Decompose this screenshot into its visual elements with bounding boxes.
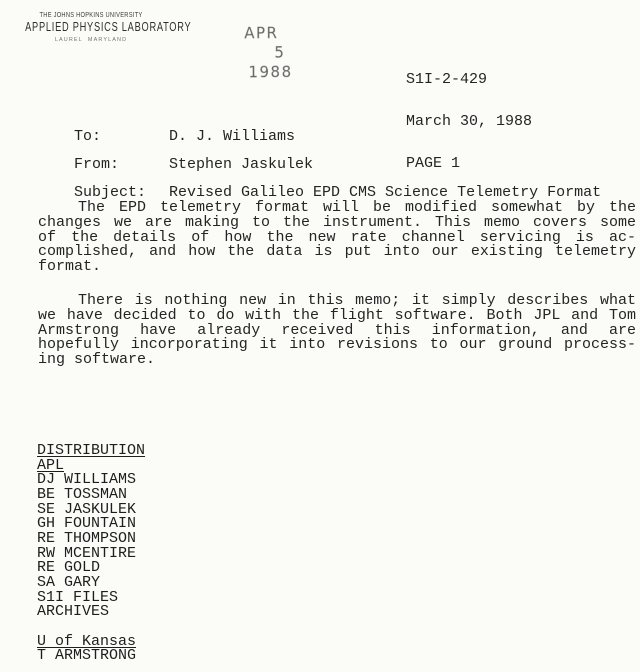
text-line: format. [38, 258, 102, 276]
letterhead-laboratory-line: APPLIED PHYSICS LABORATORY [25, 20, 192, 34]
distribution-item: S1I FILES [37, 588, 119, 606]
from-value: Stephen Jaskulek [169, 156, 314, 173]
text-line: changes we are making to the instrument. This memo covers some [38, 213, 636, 231]
body-paragraph-2 [38, 294, 636, 368]
distribution-item: ARCHIVES [37, 603, 110, 621]
distribution-item: RE GOLD [37, 559, 101, 577]
distribution-item: T ARMSTRONG [37, 647, 137, 665]
text-line: There is nothing new in this memo; it simply describes what [78, 292, 636, 309]
body-paragraph-1 [38, 201, 636, 275]
distribution-item: DJ WILLIAMS [37, 471, 137, 489]
received-date-stamp [219, 4, 293, 102]
text-line: ing software. [38, 351, 156, 369]
distribution-item: SE JASKULEK [37, 500, 137, 518]
to-value: D. J. Williams [169, 128, 296, 145]
document-date: March 30, 1988 [406, 113, 533, 130]
page-number: PAGE 1 [406, 155, 461, 172]
distribution-item: GH FOUNTAIN [37, 515, 137, 533]
distribution-item: RE THOMPSON [37, 529, 137, 547]
distribution-item: U of Kansas [37, 632, 137, 650]
subject-value: Revised Galileo EPD CMS Science Telemetry Format [169, 184, 602, 201]
text-line: Armstrong have already received this information, and are [38, 321, 636, 339]
text-line: complished, and how the data is put into our existing telemetry [38, 243, 636, 261]
distribution-list [37, 444, 145, 664]
letterhead-university-line: THE JOHNS HOPKINS UNIVERSITY [39, 12, 143, 19]
subject-label: Subject: [74, 184, 147, 201]
text-line: hopefully incorporating it into revisions to our ground process- [38, 336, 636, 354]
to-label: To: [74, 128, 102, 145]
distribution-item: APL [37, 456, 65, 474]
distribution-item: RW MCENTIRE [37, 544, 137, 562]
distribution-item: DISTRIBUTION [37, 442, 146, 459]
text-line: of the details of how the new rate channel servicing is ac- [38, 228, 636, 246]
distribution-item: BE TOSSMAN [37, 485, 128, 503]
date-stamp-year: 1988 [248, 61, 293, 82]
text-line: The EPD telemetry format will be modified somewhat by the [78, 199, 636, 216]
letterhead-location-line: LAUREL MARYLAND [54, 37, 128, 43]
from-label: From: [74, 156, 120, 173]
text-line: we have decided to do with the flight software. Both JPL and Tom [38, 306, 636, 324]
date-stamp-day: 5 [274, 42, 286, 63]
document-number: S1I-2-429 [406, 71, 488, 88]
distribution-item: SA GARY [37, 573, 101, 591]
letterhead [2, 12, 192, 43]
date-stamp-month: APR [244, 23, 279, 43]
